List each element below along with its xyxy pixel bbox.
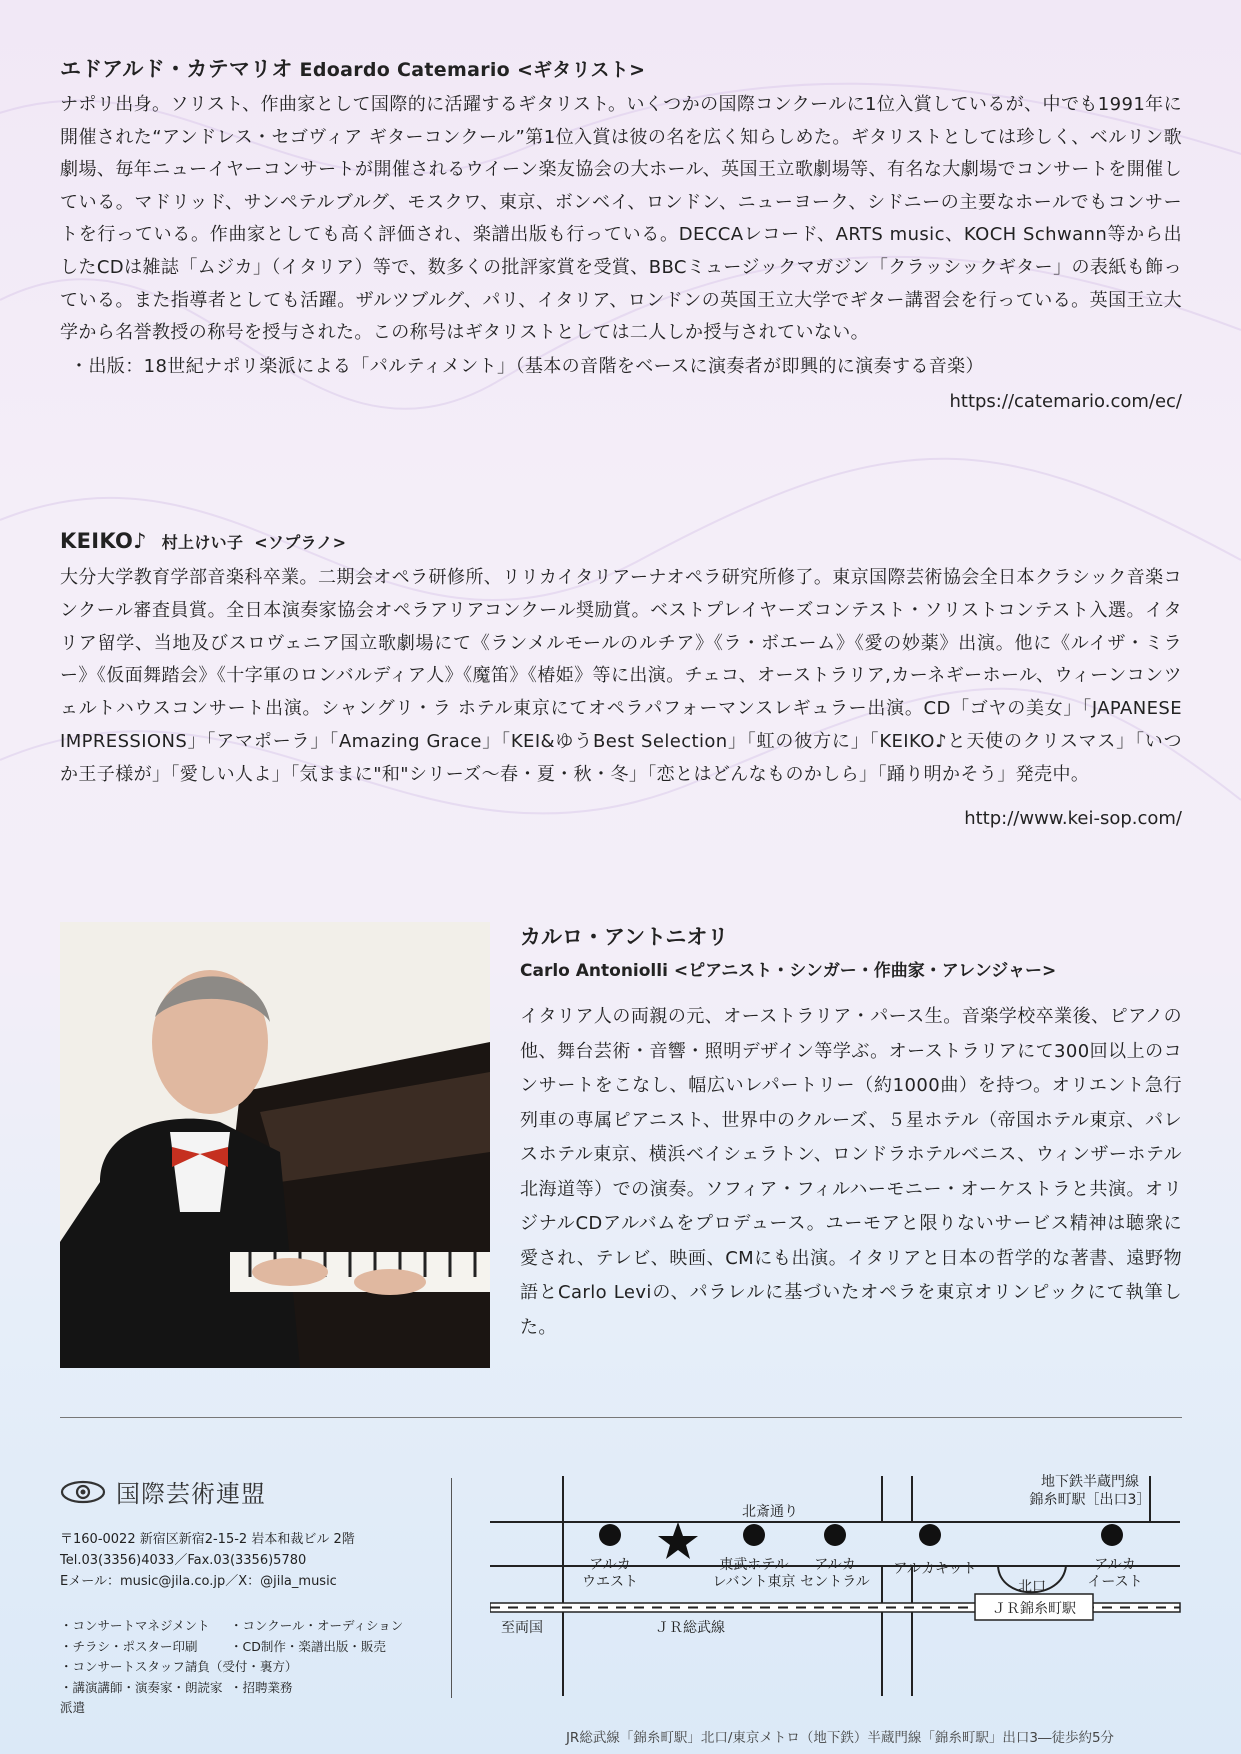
map-marker <box>919 1524 941 1546</box>
map-street-label: 北斎通り <box>742 1504 798 1520</box>
carlo-role: <ピアニスト・シンガー・作曲家・アレンジャー> <box>673 961 1057 981</box>
edoardo-heading <box>60 56 1182 83</box>
footer-divider <box>60 1417 1182 1418</box>
org-email: Eメール：music@jila.co.jp／X：@jila_music <box>60 1574 337 1589</box>
map-subway-exit-label: 錦糸町駅［出口3］ <box>1029 1492 1151 1508</box>
carlo-subtitle <box>520 956 1182 986</box>
svg-text:アルカ: アルカ <box>1094 1557 1136 1573</box>
keiko-role: <ソプラノ> <box>254 533 347 552</box>
map-kitaguchi-label: 北口 <box>1018 1579 1046 1595</box>
map-subway-label: 地下鉄半蔵門線 <box>1041 1474 1139 1490</box>
map-station-label: ＪＲ錦糸町駅 <box>992 1601 1076 1617</box>
edoardo-publication: ・出版：18世紀ナポリ楽派による「パルティメント」（基本の音階をベースに演奏者が即興的に演奏する音楽） <box>70 355 984 377</box>
carlo-photo <box>60 922 490 1368</box>
service-item: ・招聘業務 <box>230 1679 293 1695</box>
map-marker <box>1101 1524 1123 1546</box>
access-map <box>490 1466 1190 1726</box>
keiko-url[interactable]: http://www.kei-sop.com/ <box>964 807 1182 829</box>
carlo-bio: イタリア人の両親の元、オーストラリア・パース生。音楽学校卒業後、ピアノの他、舞台芸術・音響・照明デザイン等学ぶ。オーストラリアにて300回以上のコンサートをこなし、幅広いレパートリー（約1000曲）を持つ。オリエント急行列車の専属ピアニスト、世界中のクルーズ、５星ホテル（帝国ホテル東京、パレスホテル東京、横浜ベイシェラトン、ロンドラホテルベニス、ウィンザーホテル北海道等）での演奏。ソフィア・フィルハーモニー・オーケストラと共演。オリジナルCDアルバムをプロデュース。ユーモアと限りないサービス精神は聴衆に愛され、テレビ、映画、CMにも出演。イタリアと日本の哲学的な著書、遠野物語とCarlo Leviの、パラレルに基づいたオペラを東京オリンピックにて執筆した。 <box>520 1006 1182 1338</box>
star-icon <box>658 1522 698 1559</box>
map-line-label: ＪＲ総武線 <box>655 1620 725 1636</box>
service-item: ・コンサートマネジメント <box>60 1618 210 1633</box>
keiko-section <box>60 528 1182 834</box>
edoardo-bio: ナポリ出身。ソリスト、作曲家として国際的に活躍するギタリスト。いくつかの国際コンクールに1位入賞しているが、中でも1991年に開催された“アンドレス・セゴヴィア ギターコンクール”第1位入賞は彼の名を広く知らしめた。ギタリストとしては珍しく、ベルリン歌劇場、毎年ニューイヤーコンサートが開催されるウイーン楽友協会の大ホール、英国王立歌劇場等、有名な大劇場でコンサートを開催している。マドリッド、サンペテルブルグ、モスクワ、東京、ボンベイ、ロンドン、ニューヨーク、シドニーの主要なホールでもコンサートを行っている。作曲家としても高く評価され、楽譜出版も行っている。DECCAレコード、ARTS music、KOCH Schwann等から出したCDは雑誌「ムジカ」（イタリア）等で、数多くの批評家賞を受賞、BBCミュージックマガジン「クラッシックギター」の表紙も飾っている。また指導者としても活躍。ザルツブルグ、パリ、イタリア、ロンドンの英国王立大学でギター講習会を行っている。英国王立大学から名誉教授の称号を授与された。この称号はギタリストとしては二人しか授与されていない。 <box>60 94 1182 344</box>
svg-text:アルカ: アルカ <box>589 1557 631 1573</box>
svg-text:イースト: イースト <box>1087 1574 1143 1590</box>
service-item: ・コンサートスタッフ請負（受付・裏方） <box>60 1659 298 1674</box>
svg-text:東武ホテル: 東武ホテル <box>719 1557 789 1573</box>
edoardo-name-en: Edoardo Catemario <box>299 59 511 81</box>
edoardo-role: <ギタリスト> <box>516 59 646 81</box>
service-item: ・チラシ・ポスター印刷 <box>60 1638 198 1654</box>
org-tel: Tel.03(3356)4033／Fax.03(3356)5780 <box>60 1553 307 1568</box>
svg-text:レバント東京: レバント東京 <box>712 1574 796 1590</box>
svg-text:セントラル: セントラル <box>800 1574 870 1590</box>
organization-info <box>60 1474 440 1719</box>
org-address-block <box>60 1529 440 1592</box>
carlo-name-jp: カルロ・アントニオリ <box>520 925 729 949</box>
keiko-name-jp: 村上けい子 <box>161 533 244 552</box>
map-place-arcakit: アルカキット <box>893 1561 977 1577</box>
service-item: ・CD制作・楽譜出版・販売 <box>230 1638 386 1654</box>
map-marker <box>824 1524 846 1546</box>
edoardo-name-jp: エドアルド・カテマリオ <box>60 57 293 81</box>
map-marker <box>743 1524 765 1546</box>
edoardo-url[interactable]: https://catemario.com/ec/ <box>949 390 1182 412</box>
keiko-bio: 大分大学教育学部音楽科卒業。二期会オペラ研修所、リリカイタリアーナオペラ研究所修了。東京国際芸術協会全日本クラシック音楽コンクール審査員賞。全日本演奏家協会オペラアリアコンクール奨励賞。ベストプレイヤーズコンテスト・ソリストコンテスト入選。イタリア留学、当地及びスロヴェニア国立歌劇場にて《ランメルモールのルチア》《ラ・ボエーム》《愛の妙薬》出演。他に《ルイザ・ミラー》《仮面舞踏会》《十字軍のロンバルディア人》《魔笛》《椿姫》等に出演。チェコ、オーストラリア,カーネギーホール、ウィーンコンツェルトハウスコンサート出演。シャングリ・ラ ホテル東京にてオペラパフォーマンスレギュラー出演。CD「ゴヤの美女」「JAPANESE IMPRESSIONS」「アマポーラ」「Amazing Grace」「KEI&ゆうBest Selection」「虹の彼方に」「KEIKO♪と天使のクリスマス」「いつか王子様が」「愛しい人よ」「気ままに"和"シリーズ〜春・夏・秋・冬」「恋とはどんなものかしら」「踊り明かそう」発売中。 <box>60 567 1182 785</box>
map-access-note: JR総武線「錦糸町駅」北口/東京メトロ（地下鉄）半蔵門線「錦糸町駅」出口3―徒歩約5分 <box>565 1730 1115 1746</box>
carlo-section <box>520 922 1182 1345</box>
footer-vertical-divider <box>451 1478 452 1698</box>
org-name: 国際芸術連盟 <box>116 1480 266 1508</box>
keiko-name-en: KEIKO♪ <box>60 529 147 553</box>
carlo-name-en: Carlo Antoniolli <box>520 961 668 981</box>
edoardo-section <box>60 56 1182 417</box>
svg-text:ウエスト: ウエスト <box>582 1574 638 1590</box>
service-item: ・コンクール・オーディション <box>230 1618 404 1633</box>
service-item: ・講演講師・演奏家・朗読家派遣 <box>60 1679 223 1715</box>
svg-text:アルカ: アルカ <box>814 1557 856 1573</box>
eye-logo-icon <box>60 1480 106 1504</box>
keiko-heading <box>60 528 1182 556</box>
org-address: 〒160-0022 新宿区新宿2-15-2 岩本和裁ビル 2階 <box>60 1532 355 1547</box>
org-logo <box>60 1474 440 1509</box>
map-ryogoku-label: 至両国 <box>501 1620 543 1636</box>
org-services <box>60 1616 440 1719</box>
map-marker <box>599 1524 621 1546</box>
